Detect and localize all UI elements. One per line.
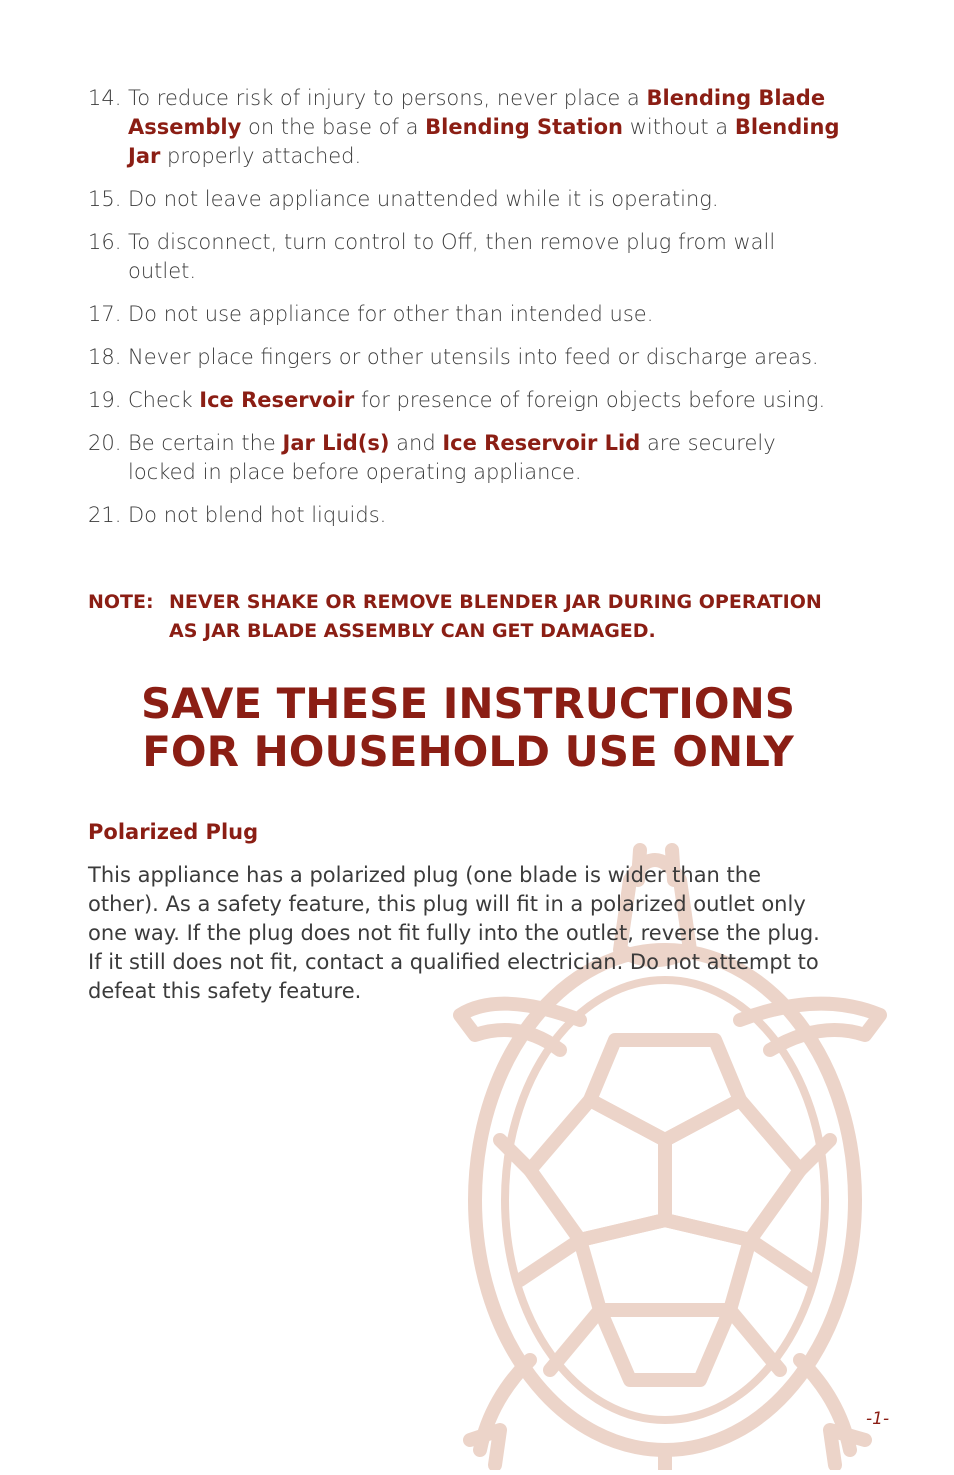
list-item-number: 19.: [88, 388, 122, 412]
list-item-text: are securely locked in place before operating appliance.: [128, 431, 776, 484]
note-label: NOTE:: [88, 591, 154, 613]
list-item-text: Do not use appliance for other than intended use.: [128, 302, 654, 326]
note-text: NEVER SHAKE OR REMOVE BLENDER JAR DURING OPERATION AS JAR BLADE ASSEMBLY CAN GET DAMAGED.: [169, 591, 822, 642]
list-item: [88, 228, 848, 286]
list-item-number: 20.: [88, 431, 122, 455]
polarized-plug-text: This appliance has a polarized plug (one blade is wider than the other). As a safety feature, this plug will fit in a polarized outlet only one way. If the plug does not fit fully into the outlet, reverse the plug. If it still does not fit, contact a qualified electrician. Do not attempt to defeat this safety feature.: [88, 863, 820, 1003]
list-item-text: Check: [128, 388, 200, 412]
list-item-emphasis: Ice Reservoir Lid: [442, 431, 641, 455]
list-item: [88, 386, 848, 415]
list-item-text: Never place fingers or other utensils into feed or discharge areas.: [128, 345, 819, 369]
list-item-emphasis: Jar Lid(s): [282, 431, 390, 455]
list-item-number: 14.: [88, 86, 122, 110]
list-item-number: 15.: [88, 187, 122, 211]
page-content: [88, 84, 848, 1006]
list-item-emphasis: Blending Station: [425, 115, 624, 139]
list-item: [88, 343, 848, 372]
list-item: [88, 84, 848, 171]
list-item-text: and: [389, 431, 443, 455]
list-item: [88, 501, 848, 530]
list-item-number: 16.: [88, 230, 122, 254]
headline-line-2: FOR HOUSEHOLD USE ONLY: [142, 727, 794, 776]
list-item-number: 18.: [88, 345, 122, 369]
list-item: [88, 185, 848, 214]
list-item-number: 17.: [88, 302, 122, 326]
list-item-text: without a: [623, 115, 735, 139]
list-item-text: To reduce risk of injury to persons, never place a: [128, 86, 647, 110]
list-item-text: Be certain the: [128, 431, 283, 455]
list-item: [88, 429, 848, 487]
list-item-text: for presence of foreign objects before using.: [354, 388, 826, 412]
list-item-emphasis: Ice Reservoir: [199, 388, 355, 412]
list-item: [88, 300, 848, 329]
list-item-text: properly attached.: [160, 144, 362, 168]
note-block: [88, 588, 848, 646]
safety-list: [88, 84, 848, 530]
polarized-plug-heading: Polarized Plug: [88, 820, 259, 844]
page-number: -1-: [866, 1409, 890, 1429]
list-item-text: on the base of a: [241, 115, 426, 139]
list-item-number: 21.: [88, 503, 122, 527]
page-title: [88, 680, 848, 776]
list-item-text: To disconnect, turn control to Off, then remove plug from wall outlet.: [128, 230, 776, 283]
list-item-emphasis: Blending Jar: [128, 115, 840, 168]
headline-line-1: SAVE THESE INSTRUCTIONS: [140, 679, 796, 728]
list-item-text: Do not leave appliance unattended while it is operating.: [128, 187, 719, 211]
list-item-text: Do not blend hot liquids.: [128, 503, 387, 527]
list-item-emphasis: Blending Blade Assembly: [128, 86, 826, 139]
